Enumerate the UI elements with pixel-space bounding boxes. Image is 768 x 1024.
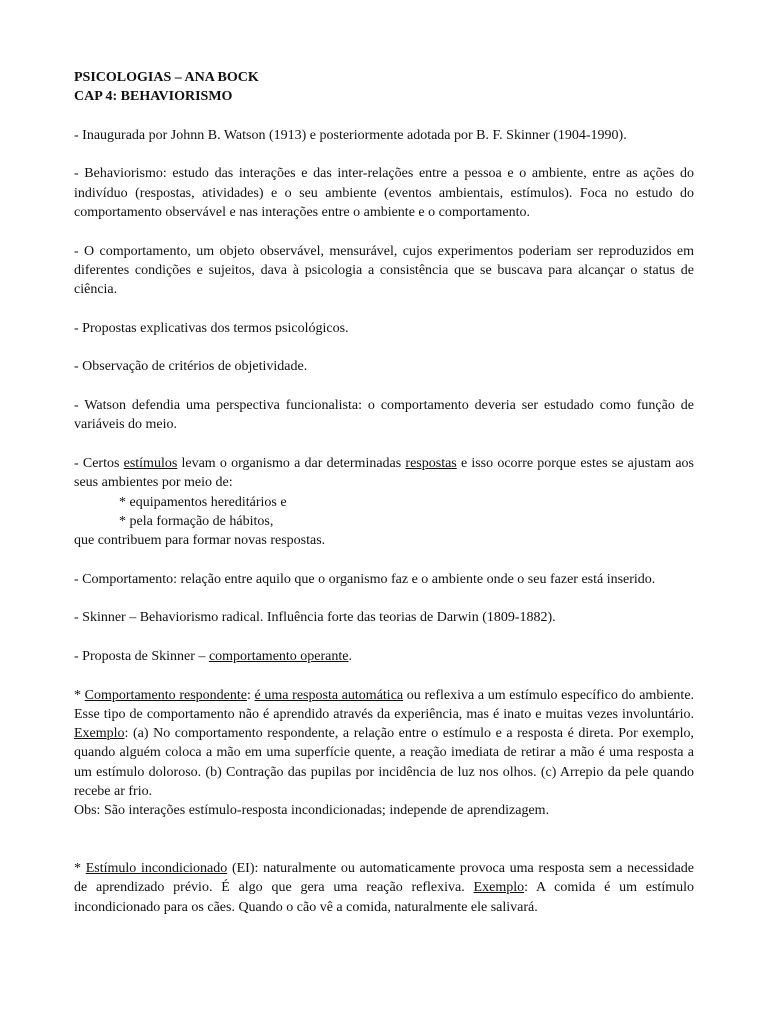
paragraph-watson: - Inaugurada por Johnn B. Watson (1913) e posteriormente adotada por B. F. Skinner (1904-1990). xyxy=(74,127,627,143)
paragraph-estimulo-incondicionado xyxy=(74,859,694,917)
doc-title: PSICOLOGIAS – ANA BOCK xyxy=(74,70,259,85)
underline-respostas: respostas xyxy=(405,455,457,471)
underline-comportamento-respondente: Comportamento respondente xyxy=(84,687,247,703)
spacer xyxy=(74,840,694,859)
underline-exemplo: Exemplo xyxy=(74,726,125,742)
document-page xyxy=(74,68,694,936)
paragraph-comportamento-respondente xyxy=(74,686,694,821)
estimulos-sentence xyxy=(74,454,694,493)
text-span: . xyxy=(348,648,352,664)
chapter-title: CAP 4: BEHAVIORISMO xyxy=(74,89,233,105)
paragraph-comportamento-relacao: - Comportamento: relação entre aquilo que o organismo faz e o ambiente onde o seu fazer está inserido. xyxy=(74,571,656,587)
estimulos-tail: que contribuem para formar novas respostas. xyxy=(74,533,326,549)
underline-comportamento-operante: comportamento operante xyxy=(208,648,349,664)
respondente-obs: Obs: São interações estímulo-resposta incondicionadas; independe de aprendizagem. xyxy=(74,803,550,819)
text-span: : (a) No comportamento respondente, a relação entre o estímulo e a resposta é direta. Por exemplo, quando alguém coloca a mão em uma superfície quente, a reação imediata de retirar a mão é uma resposta a um estímulo doloroso. (b) Contração das pupilas por incidência de luz nos olhos. (c) Arrepio da pele quando recebe ar frio. xyxy=(74,726,694,799)
paragraph-estimulos xyxy=(74,454,694,550)
paragraph-skinner: - Skinner – Behaviorismo radical. Influência forte das teorias de Darwin (1809-1882). xyxy=(74,610,556,626)
text-span: levam o organismo a dar determinadas xyxy=(177,455,406,471)
paragraph-comportamento-objeto: - O comportamento, um objeto observável, mensurável, cujos experimentos poderiam ser reproduzidos em diferentes condições e sujeitos, dava à psicologia a consistência que se buscava para alcançar o status de ciência. xyxy=(74,243,694,298)
underline-resposta-automatica: é uma resposta automática xyxy=(254,687,404,703)
paragraph-funcionalista: - Watson defendia uma perspectiva funcionalista: o comportamento deveria ser estudado como função de variáveis do meio. xyxy=(74,398,694,433)
title-block xyxy=(74,68,694,107)
respondente-text xyxy=(74,686,694,802)
paragraph-proposta-skinner xyxy=(74,647,694,666)
text-span: - Proposta de Skinner – xyxy=(74,648,209,664)
text-span: ou reflexiva a um estímulo específico do ambiente. Esse tipo de comportamento não é aprendido através da experiência, mas é inato e muitas vezes involuntário. xyxy=(74,687,695,722)
paragraph-propostas: - Propostas explicativas dos termos psicológicos. xyxy=(74,320,349,336)
text-span: * xyxy=(74,687,85,703)
underline-exemplo-2: Exemplo xyxy=(473,880,525,896)
text-span: - Certos xyxy=(74,455,124,471)
underline-estimulo-incondicionado: Estímulo incondicionado xyxy=(85,861,228,877)
text-span: * xyxy=(74,861,86,877)
underline-estimulos: estímulos xyxy=(123,455,178,471)
list-item-hereditarios: * equipamentos hereditários e xyxy=(119,494,287,510)
text-span: : A comida é um estímulo incondicionado para os cães. Quando o cão vê a comida, naturalmente ele salivará. xyxy=(74,880,694,915)
text-span: (EI): naturalmente ou automaticamente provoca uma resposta sem a necessidade de aprendizado prévio. É algo que gera uma reação reflexiva. xyxy=(74,861,694,896)
paragraph-objetividade: - Observação de critérios de objetividade. xyxy=(74,359,308,375)
paragraph-behaviorismo-def: - Behaviorismo: estudo das interações e das inter-relações entre a pessoa e o ambiente, entre as ações do indivíduo (respostas, atividades) e o seu ambiente (eventos ambientais, estímulos). Foca no estudo do comportamento observável e nas interações entre o ambiente e o comportamento. xyxy=(74,166,694,221)
text-span: : xyxy=(246,687,255,703)
text-span: e isso ocorre porque estes se ajustam aos seus ambientes por meio de: xyxy=(74,455,694,491)
list-item-habitos: * pela formação de hábitos, xyxy=(119,513,274,529)
